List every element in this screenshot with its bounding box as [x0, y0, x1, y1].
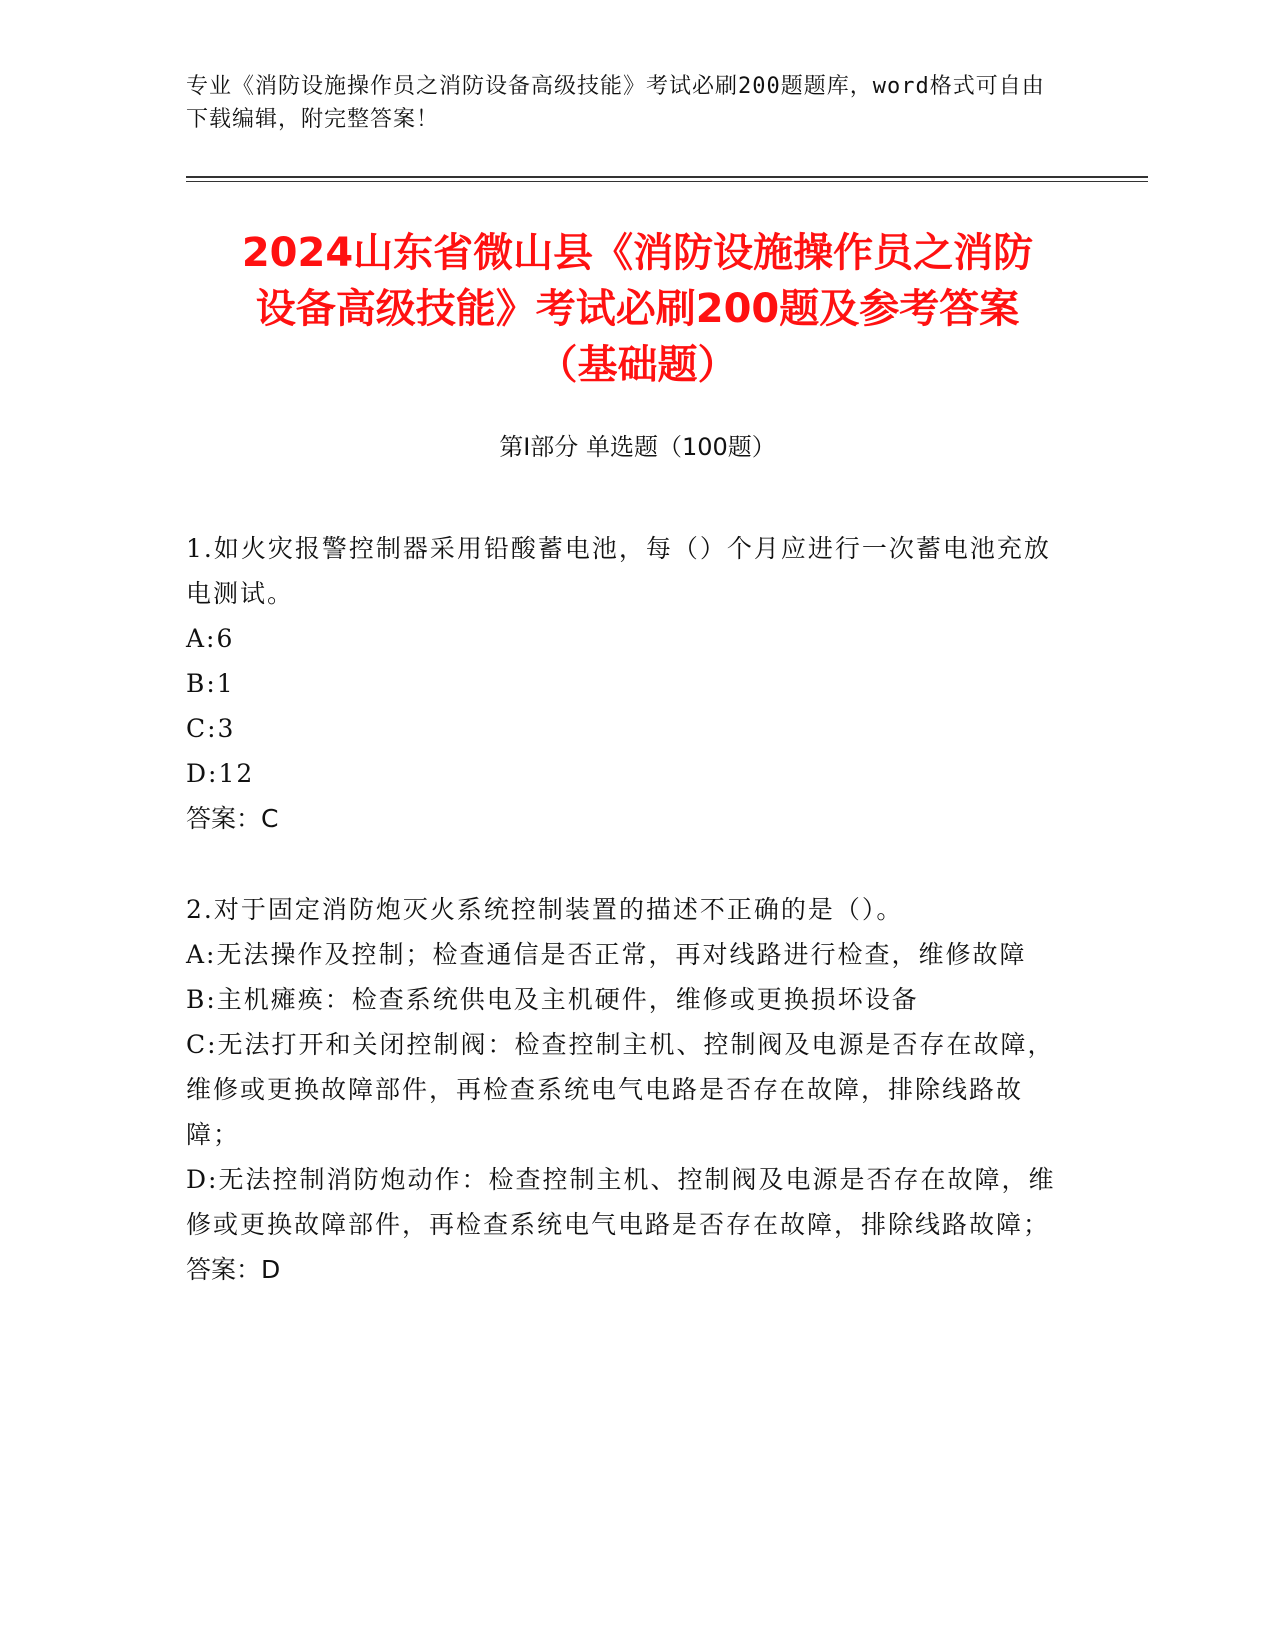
option-b: B:主机瘫痪：检查系统供电及主机硬件，维修或更换损坏设备 — [186, 985, 919, 1014]
question-1 — [186, 526, 1066, 841]
option-a: A:6 — [186, 624, 235, 653]
question-list — [186, 526, 1066, 1338]
header-divider-thin — [186, 181, 1148, 182]
option-d: D:12 — [186, 759, 255, 788]
option-c: C:无法打开和关闭控制阀：检查控制主机、控制阀及电源是否存在故障，维修或更换故障部件，再检查系统电气电路是否存在故障，排除线路故障； — [186, 1030, 1055, 1149]
header-divider-thick — [186, 176, 1148, 178]
section-heading: 第I部分 单选题（100题） — [499, 433, 776, 461]
option-a: A:无法操作及控制；检查通信是否正常，再对线路进行检查，维修故障 — [186, 940, 1027, 969]
title-line-3: （基础题） — [537, 342, 738, 388]
title-line-2: 设备高级技能》考试必刷200题及参考答案 — [255, 286, 1020, 332]
question-2 — [186, 887, 1066, 1292]
answer: 答案：D — [186, 1255, 281, 1284]
header-note: 专业《消防设施操作员之消防设备高级技能》考试必刷200题题库，word格式可自由下载编辑，附完整答案！ — [186, 74, 1045, 132]
answer: 答案：C — [186, 804, 279, 833]
question-text: 1.如火灾报警控制器采用铅酸蓄电池，每（）个月应进行一次蓄电池充放电测试。 — [186, 534, 1051, 608]
option-d: D:无法控制消防炮动作：检查控制主机、控制阀及电源是否存在故障，维修或更换故障部件，再检查系统电气电路是否存在故障，排除线路故障； — [186, 1165, 1056, 1239]
question-text: 2.对于固定消防炮灭火系统控制装置的描述不正确的是（）。 — [186, 895, 904, 924]
option-b: B:1 — [186, 669, 235, 698]
option-c: C:3 — [186, 714, 236, 743]
document-title — [150, 225, 1125, 393]
title-line-1: 2024山东省微山县《消防设施操作员之消防 — [241, 230, 1034, 276]
